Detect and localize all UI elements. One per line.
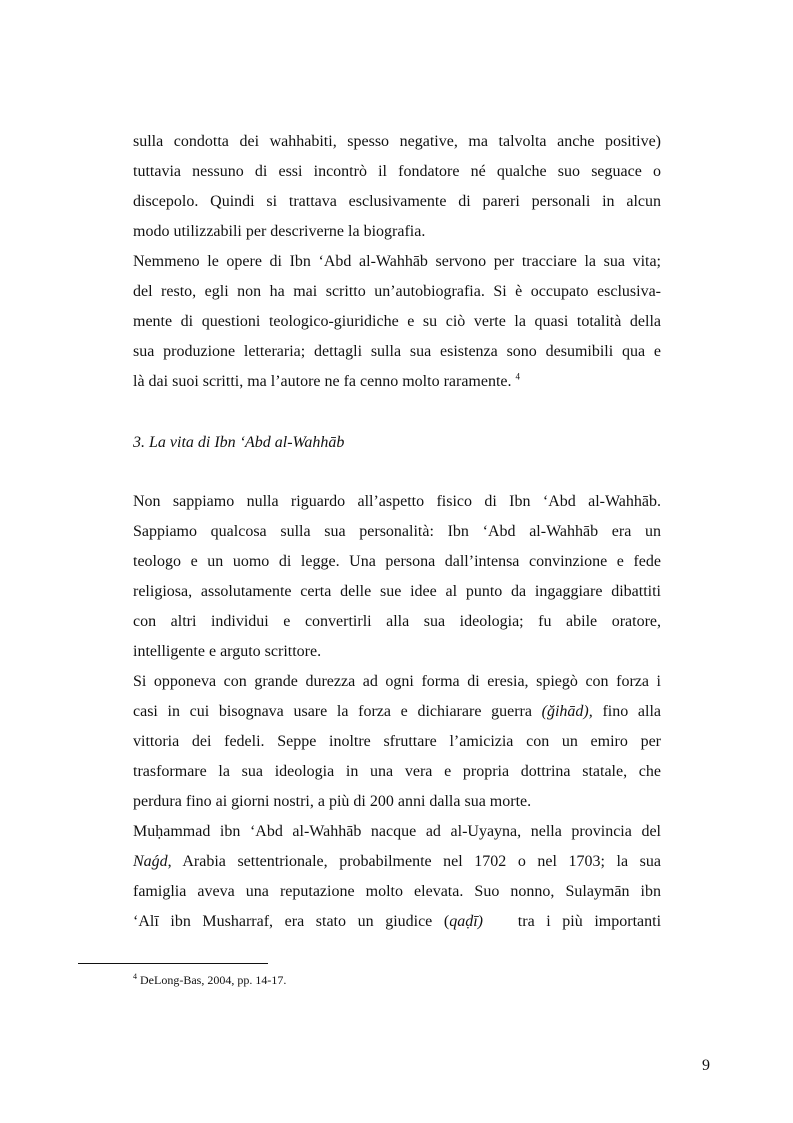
body-text: tra i più importanti bbox=[517, 913, 662, 930]
body-line: Sappiamo qualcosa sulla sua personalità: Ibn ‘Abd al-Wahhāb era un bbox=[133, 523, 661, 540]
body-line bbox=[133, 372, 661, 392]
body-text: , Arabia settentrionale, probabilmente nel 1702 o nel 1703; la sua bbox=[167, 853, 661, 870]
body-line: Non sappiamo nulla riguardo all’aspetto fisico di Ibn ‘Abd al-Wahhāb. bbox=[133, 493, 661, 510]
body-line: Si opponeva con grande durezza ad ogni forma di eresia, spiegò con forza i bbox=[133, 673, 661, 690]
body-line: con altri individui e convertirli alla sua ideologia; fu abile oratore, bbox=[133, 613, 661, 630]
body-text: fino alla bbox=[592, 703, 661, 720]
footnote-reference[interactable]: 4 bbox=[515, 371, 521, 382]
body-line: intelligente e arguto scrittore. bbox=[133, 643, 322, 660]
body-line: teologo e un uomo di legge. Una persona dall’intensa convinzione e fede bbox=[133, 553, 661, 570]
section-heading: 3. La vita di Ibn ‘Abd al-Wahhāb bbox=[133, 434, 345, 451]
footnote-text: DeLong-Bas, 2004, pp. 14-17. bbox=[140, 973, 287, 987]
body-line bbox=[133, 852, 661, 872]
body-line: mente di questioni teologico-giuridiche e su ciò verte la quasi totalità della bbox=[133, 313, 661, 330]
body-line: sua produzione letteraria; dettagli sulla sua esistenza sono desumibili qua e bbox=[133, 343, 661, 360]
footnote-separator bbox=[78, 963, 268, 964]
body-text: ‘Alī ibn Musharraf, era stato un giudice ( bbox=[133, 913, 450, 930]
body-line: Muḥammad ibn ‘Abd al-Wahhāb nacque ad al-Uyayna, nella provincia del bbox=[133, 823, 661, 840]
body-line: modo utilizzabili per descriverne la biografia. bbox=[133, 223, 426, 240]
italic-term: (ğihād), bbox=[541, 703, 593, 720]
italic-term: qaḍī) bbox=[449, 913, 483, 930]
body-line: tuttavia nessuno di essi incontrò il fondatore né qualche suo seguace o bbox=[133, 163, 661, 180]
body-line: Nemmeno le opere di Ibn ‘Abd al-Wahhāb servono per tracciare la sua vita; bbox=[133, 253, 661, 270]
italic-term: Naǵd bbox=[133, 853, 168, 870]
body-line: discepolo. Quindi si trattava esclusivamente di pareri personali in alcun bbox=[133, 193, 661, 210]
body-line: sulla condotta dei wahhabiti, spesso negative, ma talvolta anche positive) bbox=[133, 133, 661, 150]
body-text: là dai suoi scritti, ma l’autore ne fa cenno molto raramente. bbox=[133, 373, 512, 390]
body-line: trasformare la sua ideologia in una vera e propria dottrina statale, che bbox=[133, 763, 661, 780]
body-line: religiosa, assolutamente certa delle sue idee al punto da ingaggiare dibattiti bbox=[133, 583, 661, 600]
footnote-number: 4 bbox=[133, 972, 137, 981]
footnote bbox=[133, 972, 286, 988]
body-line: del resto, egli non ha mai scritto un’autobiografia. Si è occupato esclusiva- bbox=[133, 283, 661, 300]
body-line: famiglia aveva una reputazione molto elevata. Suo nonno, Sulaymān ibn bbox=[133, 883, 661, 900]
body-line: perdura fino ai giorni nostri, a più di 200 anni dalla sua morte. bbox=[133, 793, 532, 810]
body-text: casi in cui bisognava usare la forza e dichiarare guerra bbox=[133, 703, 542, 720]
body-line bbox=[133, 702, 661, 722]
page-number: 9 bbox=[702, 1057, 710, 1074]
body-line bbox=[133, 912, 661, 932]
body-line: vittoria dei fedeli. Seppe inoltre sfruttare l’amicizia con un emiro per bbox=[133, 733, 661, 750]
